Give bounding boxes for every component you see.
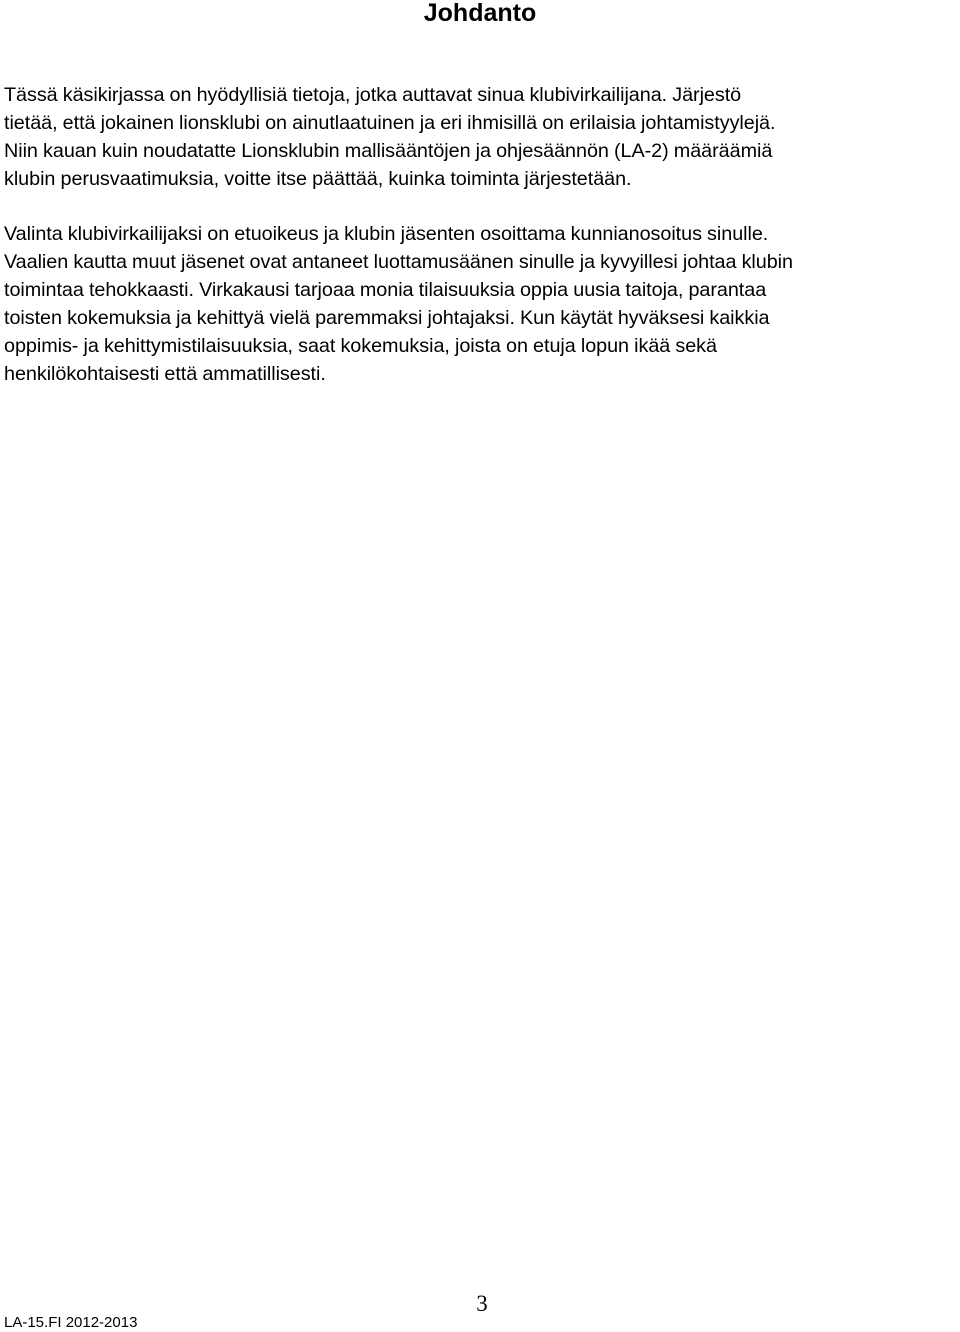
paragraph-line: toimintaa tehokkaasti. Virkakausi tarjoaa monia tilaisuuksia oppia uusia taitoja, parantaa [4,279,767,301]
paragraph-line: Valinta klubivirkailijaksi on etuoikeus ja klubin jäsenten osoittama kunnianosoitus sinulle. [4,223,769,245]
paragraph-line: klubin perusvaatimuksia, voitte itse päättää, kuinka toiminta järjestetään. [4,168,632,190]
paragraph-line: tietää, että jokainen lionsklubi on ainutlaatuinen ja eri ihmisillä on erilaisia johtamistyylejä. [4,112,776,134]
paragraph-line: Tässä käsikirjassa on hyödyllisiä tietoja, jotka auttavat sinua klubivirkailijana. Järjestö [4,84,742,106]
paragraph-line: toisten kokemuksia ja kehittyä vielä paremmaksi johtajaksi. Kun käytät hyväksesi kaikkia [4,307,770,329]
page-title: Johdanto [423,0,537,27]
paragraph-line: Vaalien kautta muut jäsenet ovat antaneet luottamusäänen sinulle ja kyvyillesi johtaa klubin [4,251,793,273]
page-number: 3 [476,1291,488,1316]
paragraph-line: oppimis- ja kehittymistilaisuuksia, saat kokemuksia, joista on etuja lopun ikää sekä [4,335,717,357]
intro-paragraph [4,81,960,193]
document-code: LA-15.FI 2012-2013 [4,1314,138,1331]
officer-paragraph [4,220,960,388]
paragraph-line: henkilökohtaisesti että ammatillisesti. [4,363,326,385]
paragraph-line: Niin kauan kuin noudatatte Lionsklubin mallisääntöjen ja ohjesäännön (LA-2) määräämiä [4,140,773,162]
